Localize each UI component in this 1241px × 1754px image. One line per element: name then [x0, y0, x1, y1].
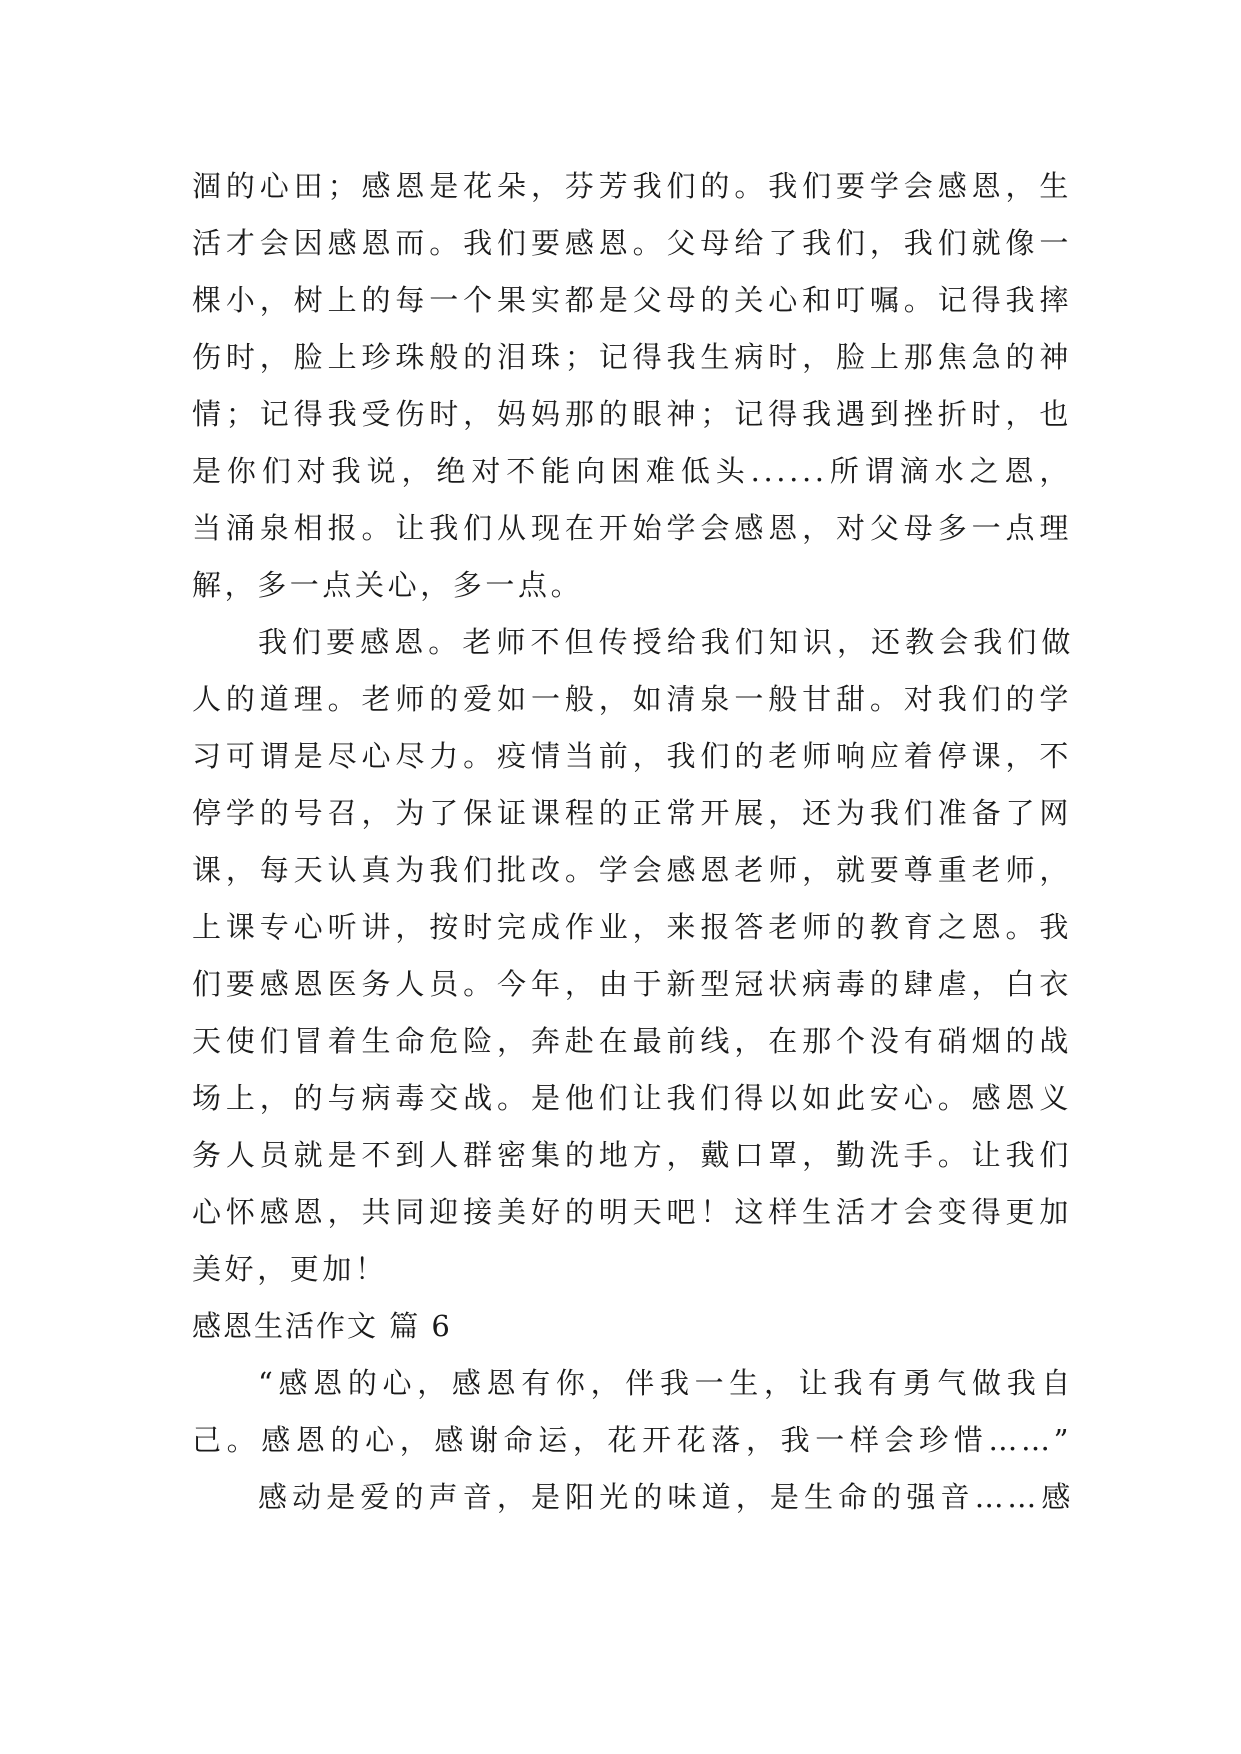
text-line: 是你们对我说，绝对不能向困难低头......所谓滴水之恩， [192, 454, 1072, 488]
text-line: 天使们冒着生命危险，奔赴在最前线，在那个没有硝烟的战 [192, 1024, 1072, 1058]
text-line: 人的道理。老师的爱如一般，如清泉一般甘甜。对我们的学 [192, 682, 1072, 716]
text-line: 感动是爱的声音，是阳光的味道，是生命的强音……感 [258, 1480, 1074, 1514]
text-line: 课，每天认真为我们批改。学会感恩老师，就要尊重老师， [192, 853, 1072, 887]
text-line: 上课专心听讲，按时完成作业，来报答老师的教育之恩。我 [192, 910, 1072, 944]
text-line: 美好，更加！ [192, 1252, 388, 1286]
text-line: 棵小，树上的每一个果实都是父母的关心和叮嘱。记得我摔 [192, 283, 1072, 317]
text-line: 解，多一点关心，多一点。 [192, 568, 584, 602]
section-heading: 感恩生活作文 篇 6 [192, 1309, 452, 1343]
text-line: 务人员就是不到人群密集的地方，戴口罩，勤洗手。让我们 [192, 1138, 1072, 1172]
text-line: 习可谓是尽心尽力。疫情当前，我们的老师响应着停课，不 [192, 739, 1072, 773]
text-line: 心怀感恩，共同迎接美好的明天吧！这样生活才会变得更加 [192, 1195, 1072, 1229]
text-line: 当涌泉相报。让我们从现在开始学会感恩，对父母多一点理 [192, 511, 1072, 545]
text-line: 们要感恩医务人员。今年，由于新型冠状病毒的肆虐，白衣 [192, 967, 1072, 1001]
text-line: 涸的心田；感恩是花朵，芬芳我们的。我们要学会感恩，生 [192, 169, 1072, 203]
text-line: 伤时，脸上珍珠般的泪珠；记得我生病时，脸上那焦急的神 [192, 340, 1072, 374]
text-line: 情；记得我受伤时，妈妈那的眼神；记得我遇到挫折时，也 [192, 397, 1072, 431]
text-line: 己。感恩的心，感谢命运，花开花落，我一样会珍惜……” [192, 1423, 1072, 1457]
text-line: 活才会因感恩而。我们要感恩。父母给了我们，我们就像一 [192, 226, 1072, 260]
text-line: 停学的号召，为了保证课程的正常开展，还为我们准备了网 [192, 796, 1072, 830]
text-line: “感恩的心，感恩有你，伴我一生，让我有勇气做我自 [258, 1366, 1074, 1400]
text-line: 我们要感恩。老师不但传授给我们知识，还教会我们做 [258, 625, 1074, 659]
text-line: 场上，的与病毒交战。是他们让我们得以如此安心。感恩义 [192, 1081, 1072, 1115]
